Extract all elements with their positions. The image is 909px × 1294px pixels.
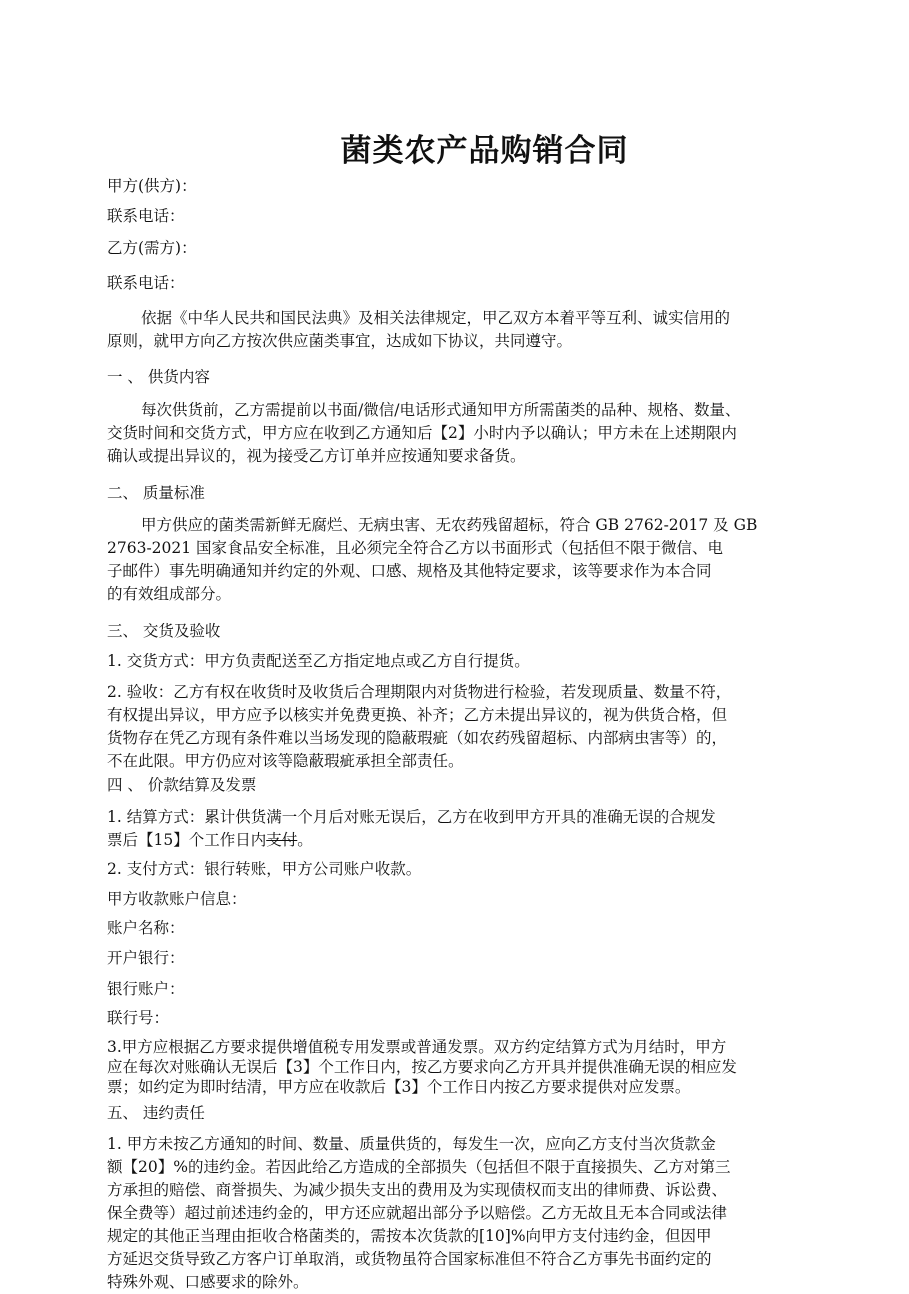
section1-paragraph (107, 399, 783, 468)
paragraph-line: 方延迟交货导致乙方客户订单取消，或货物虽符合国家标准但不符合乙方事先书面约定的 (107, 1250, 712, 1268)
paragraph-line: 确认或提出异议的，视为接受乙方订单并应按通知要求备货。 (107, 447, 526, 465)
paragraph-line: 有权提出异议，甲方应予以核实并免费更换、补齐；乙方未提出异议的，视为供货合格，但 (107, 706, 728, 724)
paragraph-line: 不在此限。甲方仍应对该等隐蔽瑕疵承担全部责任。 (107, 752, 464, 770)
paragraph-line: 保全费等）超过前述违约金的，甲方还应就超出部分予以赔偿。乙方无故且无本合同或法律 (107, 1204, 728, 1222)
paragraph-line: 方承担的赔偿、商誉损失、为减少损失支出的费用及为实现债权而支出的律师费、诉讼费、 (107, 1181, 728, 1199)
paragraph-line: 规定的其他正当理由拒收合格菌类的，需按本次货款的[10]%向甲方支付违约金，但因甲 (107, 1227, 712, 1245)
account-info-label: 甲方收款账户信息： (107, 890, 247, 908)
section2-paragraph (107, 514, 783, 606)
invoice-paragraph (107, 1037, 783, 1097)
party-b-label: 乙方(需方)： (107, 239, 197, 257)
struck-text: 支付 (266, 831, 298, 849)
paragraph-line: 3.甲方应根据乙方要求提供增值税专用发票或普通发票。双方约定结算方式为月结时，甲方 (107, 1038, 727, 1056)
paragraph-line: 额【20】%的违约金。若因此给乙方造成的全部损失（包括但不限于直接损失、乙方对第三 (107, 1158, 731, 1176)
delivery-method-item: 1. 交货方式：甲方负责配送至乙方指定地点或乙方自行提货。 (107, 652, 530, 670)
paragraph-line: 票；如约定为即时结清，甲方应在收款后【3】个工作日内按乙方要求提供对应发票。 (107, 1078, 691, 1096)
party-a-phone-label: 联系电话： (107, 207, 185, 225)
bank-label: 开户银行： (107, 949, 185, 967)
document-title: 菌类农产品购销合同 (340, 133, 629, 169)
paragraph-line: 子邮件）事先明确通知并约定的外观、口感、规格及其他特定要求，该等要求作为本合同 (107, 562, 712, 580)
settlement-text: 票后【15】个工作日内 (107, 831, 267, 849)
paragraph-line: 每次供货前，乙方需提前以书面/微信/电话形式通知甲方所需菌类的品种、规格、数量、 (141, 401, 741, 419)
section-heading: 二、 质量标准 (107, 484, 205, 502)
bank-code-label: 联行号： (107, 1009, 170, 1027)
paragraph-line: 交货时间和交货方式，甲方应在收到乙方通知后【2】小时内予以确认；甲方未在上述期限内 (107, 424, 737, 442)
settlement-text: 。 (297, 831, 313, 849)
inspection-paragraph (107, 681, 783, 773)
intro-paragraph (107, 307, 783, 353)
paragraph-line: 的有效组成部分。 (107, 585, 232, 603)
paragraph-line: 甲方供应的菌类需新鲜无腐烂、无病虫害、无农药残留超标，符合 GB 2762-2017 及 GB (141, 516, 758, 534)
party-a-label: 甲方(供方)： (107, 177, 197, 195)
paragraph-line: 货物存在凭乙方现有条件难以当场发现的隐蔽瑕疵（如农药残留超标、内部病虫害等）的， (107, 729, 728, 747)
settlement-paragraph (107, 806, 783, 852)
section-heading: 五、 违约责任 (107, 1104, 205, 1122)
account-name-label: 账户名称： (107, 919, 185, 937)
paragraph-line: 2763-2021 国家食品安全标准，且必须完全符合乙方以书面形式（包括但不限于微信、电 (107, 539, 724, 557)
section-heading: 一 、 供货内容 (107, 368, 210, 386)
intro-line: 原则，就甲方向乙方按次供应菌类事宜，达成如下协议，共同遵守。 (107, 332, 573, 350)
section-heading: 四 、 价款结算及发票 (107, 776, 257, 794)
paragraph-line (107, 829, 783, 852)
paragraph-line: 应在每次对账确认无误后【3】个工作日内，按乙方要求向乙方开具并提供准确无误的相应发 (107, 1058, 737, 1076)
paragraph-line: 1. 甲方未按乙方通知的时间、数量、质量供货的，每发生一次，应向乙方支付当次货款金 (107, 1135, 716, 1153)
paragraph-line: 2. 验收：乙方有权在收货时及收货后合理期限内对货物进行检验，若发现质量、数量不符， (107, 683, 732, 701)
section-heading: 三、 交货及验收 (107, 622, 221, 640)
intro-line: 依据《中华人民共和国民法典》及相关法律规定，甲乙双方本着平等互利、诚实信用的 (141, 309, 731, 327)
liability-paragraph (107, 1133, 783, 1294)
paragraph-line: 特殊外观、口感要求的除外。 (107, 1273, 309, 1291)
bank-account-label: 银行账户： (107, 980, 185, 998)
payment-method-item: 2. 支付方式：银行转账，甲方公司账户收款。 (107, 860, 422, 878)
party-b-phone-label: 联系电话： (107, 274, 185, 292)
paragraph-line: 1. 结算方式：累计供货满一个月后对账无误后，乙方在收到甲方开具的准确无误的合规发 (107, 808, 716, 826)
